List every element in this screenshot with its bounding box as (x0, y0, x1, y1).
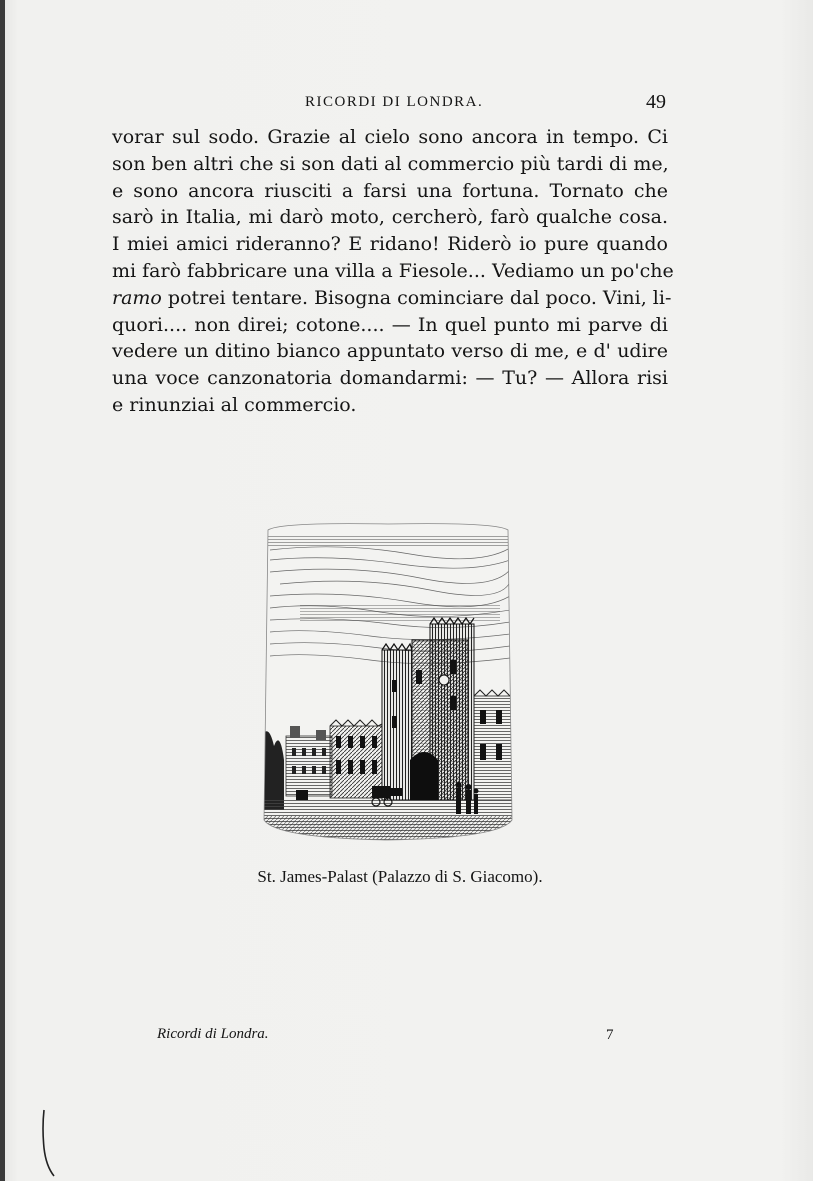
text-line: sarò in Italia, mi darò moto, cercherò, farò qualche cosa. (112, 206, 668, 229)
text-line: mi farò fabbricare una villa a Fiesole... Vediamo un po'che (112, 259, 674, 282)
text-line-rest: potrei tentare. Bisogna cominciare dal poco. Vini, li- (161, 286, 672, 309)
text-line: I miei amici rideranno? E ridano! Riderò io pure quando (112, 233, 668, 256)
signature-title: Ricordi di Londra. (157, 1026, 269, 1042)
figure-caption: St. James-Palast (Palazzo di S. Giacomo). (257, 867, 543, 886)
text-line: una voce canzonatoria domandarmi: — Tu? — Allora risi (112, 367, 668, 390)
text-line: e rinunziai al commercio. (112, 393, 357, 416)
page-number: 49 (646, 91, 666, 113)
body-text (112, 124, 674, 419)
text-line (112, 285, 672, 312)
running-head: RICORDI DI LONDRA. (305, 94, 484, 110)
signature-number: 7 (606, 1027, 614, 1043)
binding-edge (0, 0, 5, 1181)
engraving-illustration (260, 520, 516, 846)
margin-scratch-mark (38, 1108, 58, 1178)
text-line: vedere un ditino bianco appuntato verso di me, e d' udire (112, 340, 668, 363)
text-line: son ben altri che si son dati al commercio più tardi di me, (112, 152, 669, 175)
text-line: vorar sul sodo. Grazie al cielo sono ancora in tempo. Ci (112, 126, 668, 148)
text-line: e sono ancora riusciti a farsi una fortuna. Tornato che (112, 179, 668, 202)
italic-word: ramo (112, 286, 162, 309)
text-line: quori.... non direi; cotone.... — In quel punto mi parve di (112, 313, 668, 336)
